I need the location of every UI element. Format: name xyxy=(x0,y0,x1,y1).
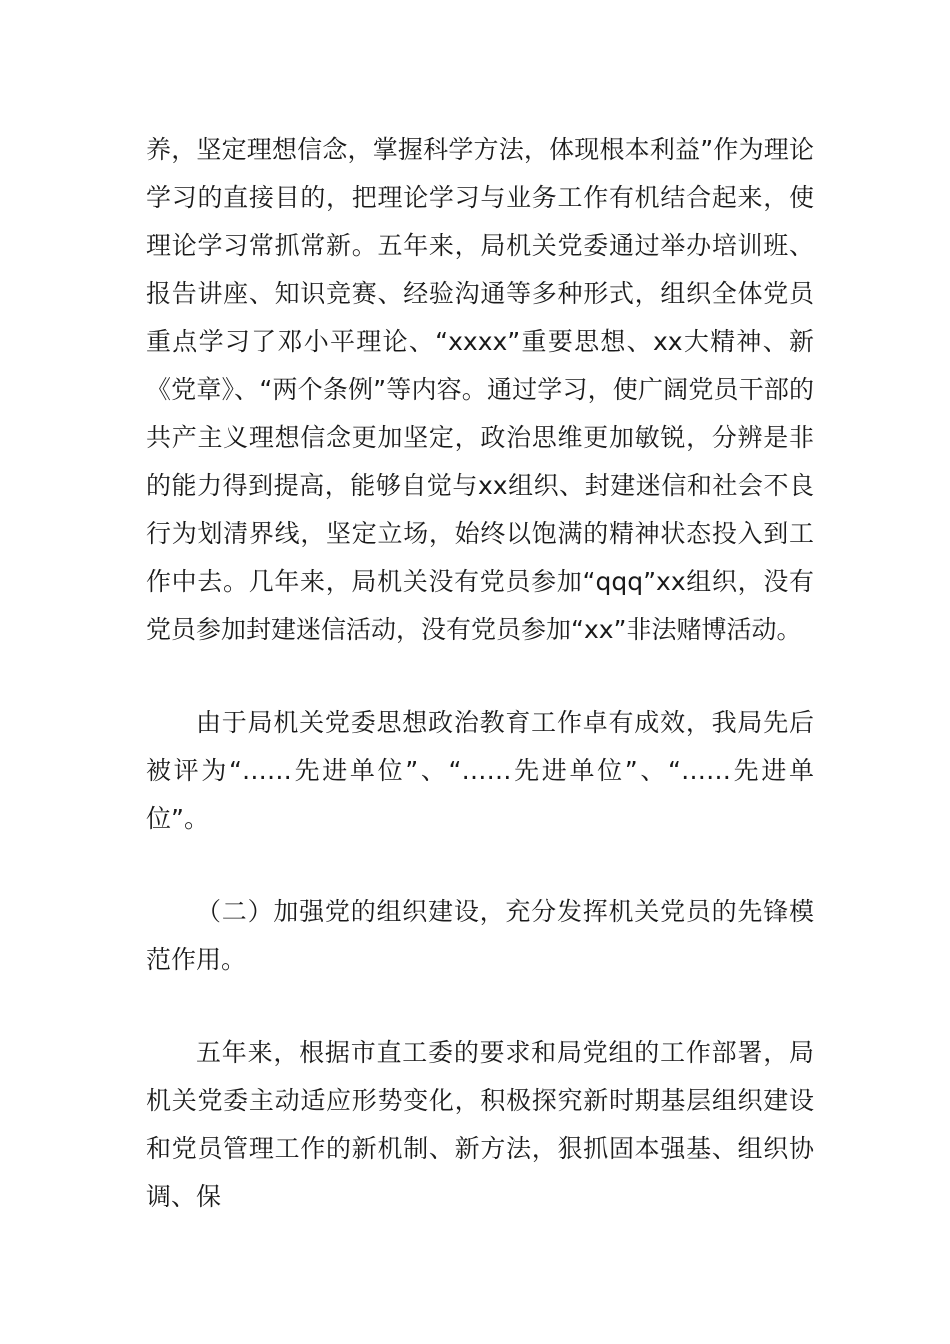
paragraph-gap xyxy=(146,843,814,888)
paragraph-gap xyxy=(146,984,814,1029)
section-heading-2: （二）加强党的组织建设，充分发挥机关党员的先锋模范作用。 xyxy=(146,897,814,974)
paragraph-organization: 五年来，根据市直工委的要求和局党组的工作部署，局机关党委主动适应形势变化，积极探究新时期基层组织建设和党员管理工作的新机制、新方法，狠抓固本强基、组织协调、保 xyxy=(146,1038,814,1211)
paragraph-honors: 由于局机关党委思想政治教育工作卓有成效，我局先后被评为“……先进单位”、“……先进单位”、“……先进单位”。 xyxy=(146,708,814,833)
paragraph-gap xyxy=(146,654,814,699)
paragraph-continuation: 养，坚定理想信念，掌握科学方法，体现根本利益”作为理论学习的直接目的，把理论学习与业务工作有机结合起来，使理论学习常抓常新。五年来，局机关党委通过举办培训班、报告讲座、知识竞赛、经验沟通等多种形式，组织全体党员重点学习了邓小平理论、“xxxx”重要思想、xx大精神、新《党章》、“两个条例”等内容。通过学习，使广阔党员干部的共产主义理想信念更加坚定，政治思维更加敏锐，分辨是非的能力得到提高，能够自觉与xx组织、封建迷信和社会不良行为划清界线，坚定立场，始终以饱满的精神状态投入到工作中去。几年来，局机关没有党员参加“qqq”xx组织，没有党员参加封建迷信活动，没有党员参加“xx”非法赌博活动。 xyxy=(146,135,814,644)
document-body xyxy=(146,126,814,1221)
